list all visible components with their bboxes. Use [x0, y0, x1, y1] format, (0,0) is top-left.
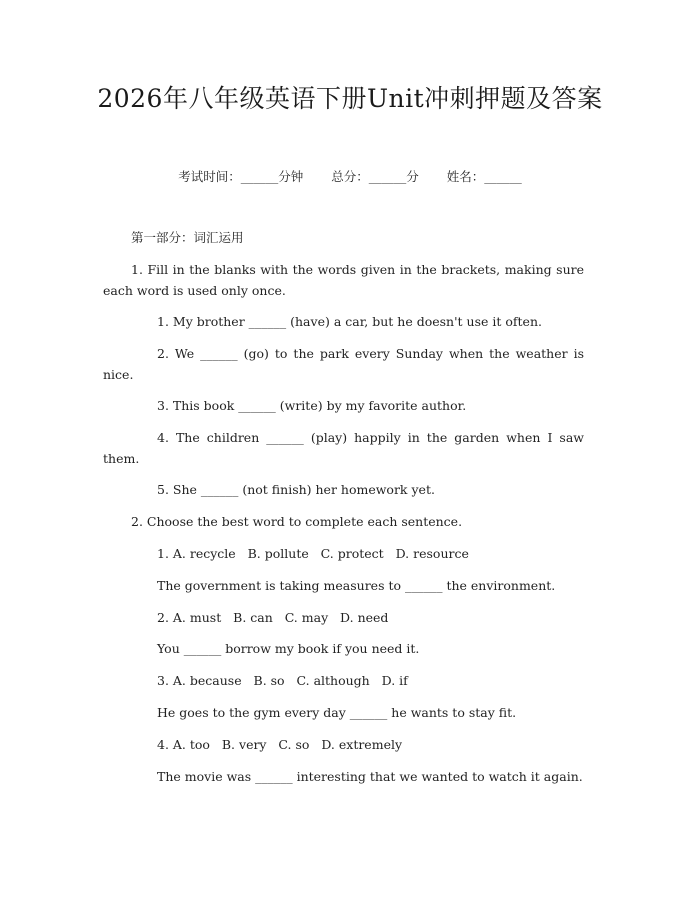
question-1-instruction: 1. Fill in the blanks with the words given in the brackets, making sure each word is used only once. — [103, 262, 584, 298]
exam-info-line — [0, 168, 700, 186]
question-2-instruction: 2. Choose the best word to complete each sentence. — [131, 514, 463, 529]
q1-item-2: 2. We ______ (go) to the park every Sunday when the weather is nice. — [103, 346, 584, 382]
q2-item-1-options: 1. A. recycle B. pollute C. protect D. resource — [157, 546, 469, 561]
q1-item-4: 4. The children ______ (play) happily in the garden when I saw them. — [103, 430, 584, 466]
q2-item-4-sentence: The movie was ______ interesting that we wanted to watch it again. — [157, 769, 583, 784]
total-score-field: 总分：______分 — [331, 169, 419, 184]
q2-item-3-sentence: He goes to the gym every day ______ he wants to stay fit. — [157, 705, 517, 720]
q2-item-4-options: 4. A. too B. very C. so D. extremely — [157, 737, 403, 752]
name-field: 姓名：______ — [446, 169, 522, 184]
section-heading: 第一部分：词汇运用 — [131, 230, 244, 245]
document-title: 2026年八年级英语下册Unit冲刺押题及答案 — [97, 84, 603, 113]
q2-item-2-options: 2. A. must B. can C. may D. need — [157, 610, 389, 625]
q1-item-1: 1. My brother ______ (have) a car, but he doesn't use it often. — [157, 314, 542, 329]
q1-item-5: 5. She ______ (not finish) her homework yet. — [157, 482, 435, 497]
q2-item-1-sentence: The government is taking measures to ______ the environment. — [157, 578, 556, 593]
exam-time-field: 考试时间：______分钟 — [178, 169, 304, 184]
q1-item-3: 3. This book ______ (write) by my favorite author. — [157, 398, 467, 413]
q2-item-3-options: 3. A. because B. so C. although D. if — [157, 673, 408, 688]
q2-item-2-sentence: You ______ borrow my book if you need it. — [157, 641, 420, 656]
